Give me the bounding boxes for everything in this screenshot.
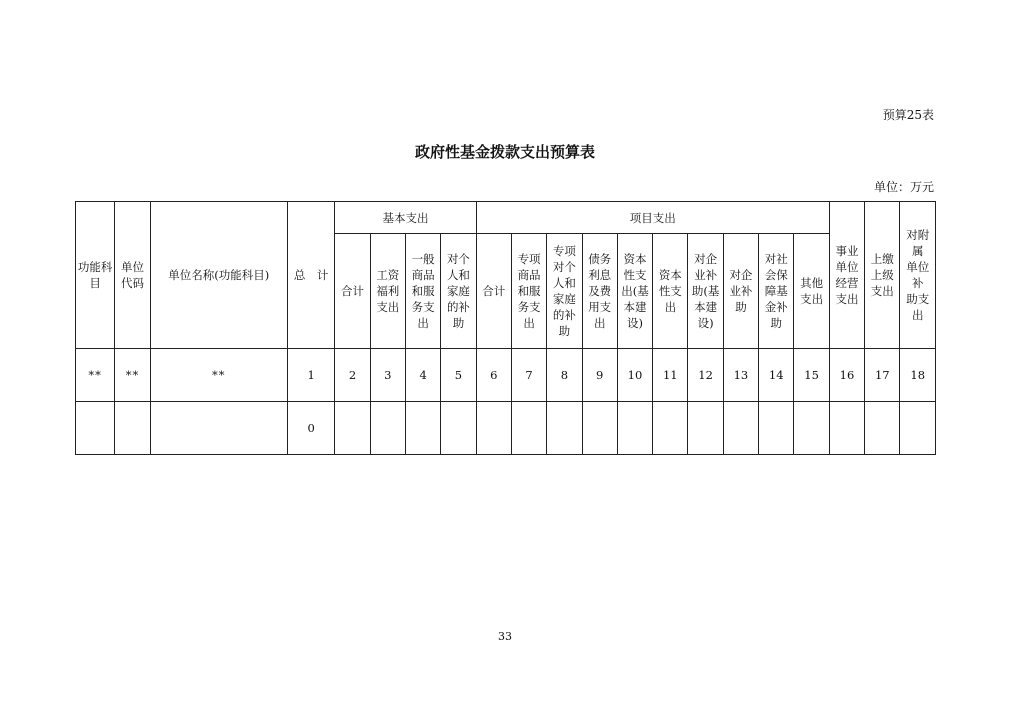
column-number: 12 — [688, 349, 723, 402]
data-row — [76, 402, 936, 455]
header-project-col: 其他 支出 — [794, 234, 829, 349]
data-cell — [335, 402, 370, 455]
data-cell — [582, 402, 617, 455]
column-number: 10 — [617, 349, 652, 402]
column-number: 13 — [723, 349, 758, 402]
page-number: 33 — [498, 630, 512, 643]
data-cell — [511, 402, 546, 455]
column-number: 11 — [653, 349, 688, 402]
code-row — [76, 349, 936, 402]
data-cell — [900, 402, 936, 455]
header-business-expenditure: 事业 单位 经营 支出 — [829, 202, 864, 349]
column-number: 3 — [370, 349, 405, 402]
header-affiliated-subsidy: 对附属 单位补 助支出 — [900, 202, 936, 349]
header-project-col: 专项 商品 和服 务支 出 — [511, 234, 546, 349]
header-basic-col: 一般 商品 和服 务支 出 — [405, 234, 440, 349]
data-cell — [370, 402, 405, 455]
budget-table — [75, 201, 936, 455]
data-cell — [441, 402, 476, 455]
header-unit-name: 单位名称(功能科目) — [150, 202, 287, 349]
unit-label: 单位：万元 — [873, 180, 934, 194]
column-number: 16 — [829, 349, 864, 402]
header-project-col: 合计 — [476, 234, 511, 349]
header-row-1 — [76, 202, 936, 234]
column-number: 17 — [865, 349, 900, 402]
form-number-label: 预算25表 — [882, 108, 934, 122]
data-cell — [150, 402, 287, 455]
header-basic-expenditure: 基本支出 — [335, 202, 476, 234]
code-cell: ** — [150, 349, 287, 402]
code-cell: ** — [115, 349, 150, 402]
header-project-expenditure: 项目支出 — [476, 202, 829, 234]
data-cell — [865, 402, 900, 455]
header-upper-expenditure: 上缴 上级 支出 — [865, 202, 900, 349]
data-cell — [829, 402, 864, 455]
header-basic-col: 工资 福利 支出 — [370, 234, 405, 349]
data-cell — [476, 402, 511, 455]
header-project-col: 专项 对个 人和 家庭 的补 助 — [547, 234, 582, 349]
header-project-col: 债务 利息 及费 用支 出 — [582, 234, 617, 349]
header-basic-col: 对个 人和 家庭 的补 助 — [441, 234, 476, 349]
header-unit-code: 单位 代码 — [115, 202, 150, 349]
header-project-col: 资本 性支 出(基 本建 设) — [617, 234, 652, 349]
header-project-col: 对企 业补 助(基 本建 设) — [688, 234, 723, 349]
column-number: 14 — [759, 349, 794, 402]
column-number: 15 — [794, 349, 829, 402]
column-number: 2 — [335, 349, 370, 402]
data-cell — [794, 402, 829, 455]
column-number: 6 — [476, 349, 511, 402]
header-project-col: 对企 业补 助 — [723, 234, 758, 349]
data-cell — [76, 402, 115, 455]
header-func-subject: 功能科 目 — [76, 202, 115, 349]
data-cell — [759, 402, 794, 455]
header-project-col: 对社 会保 障基 金补 助 — [759, 234, 794, 349]
data-cell — [547, 402, 582, 455]
column-number: 4 — [405, 349, 440, 402]
data-cell — [617, 402, 652, 455]
data-cell — [115, 402, 150, 455]
column-number: 7 — [511, 349, 546, 402]
column-number: 18 — [900, 349, 936, 402]
code-cell: ** — [76, 349, 115, 402]
column-number: 1 — [287, 349, 334, 402]
header-basic-col: 合计 — [335, 234, 370, 349]
data-cell — [653, 402, 688, 455]
column-number: 8 — [547, 349, 582, 402]
data-cell — [723, 402, 758, 455]
header-project-col: 资本 性支 出 — [653, 234, 688, 349]
page-title: 政府性基金拨款支出预算表 — [414, 143, 595, 161]
header-total: 总 计 — [287, 202, 334, 349]
column-number: 5 — [441, 349, 476, 402]
column-number: 9 — [582, 349, 617, 402]
total-value: 0 — [287, 402, 334, 455]
data-cell — [405, 402, 440, 455]
data-cell — [688, 402, 723, 455]
